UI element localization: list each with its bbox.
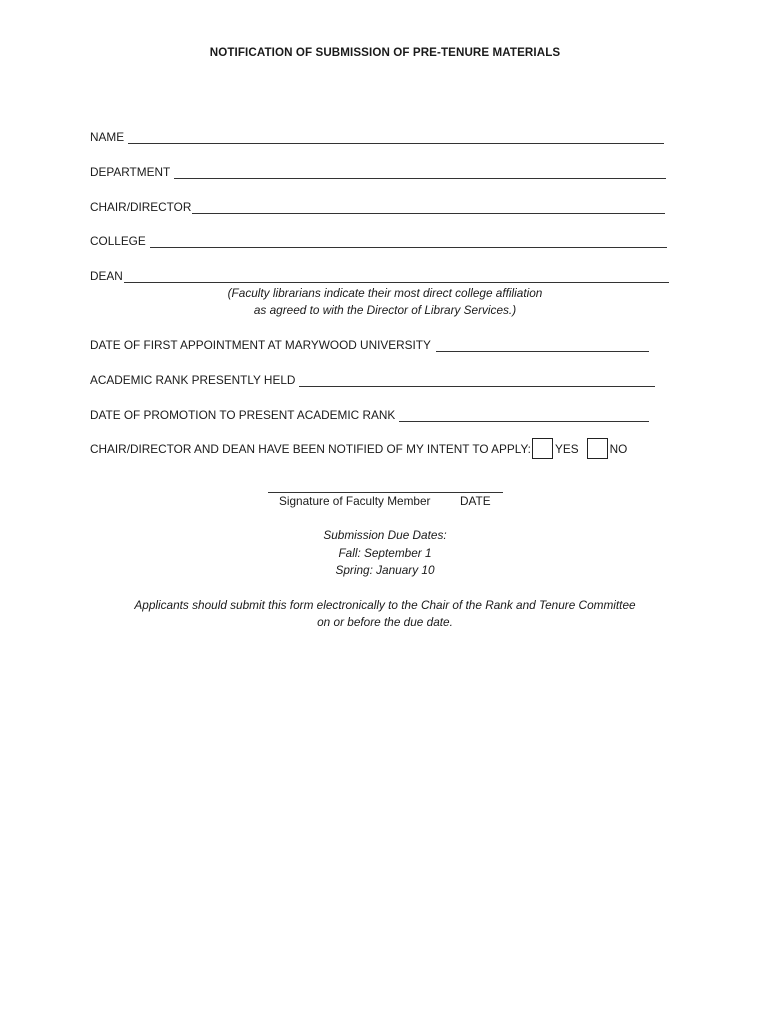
chair-director-field-row	[90, 198, 665, 214]
due-dates-heading: Submission Due Dates:	[323, 528, 447, 542]
academic-rank-input-line[interactable]	[299, 374, 655, 387]
college-input-line[interactable]	[150, 235, 667, 248]
academic-rank-label: ACADEMIC RANK PRESENTLY HELD	[90, 373, 296, 387]
signature-line[interactable]	[268, 492, 503, 493]
promotion-date-label: DATE OF PROMOTION TO PRESENT ACADEMIC RANK	[90, 408, 396, 422]
department-field-row	[90, 163, 666, 179]
signature-caption: Signature of Faculty Member	[279, 494, 431, 508]
form-title: NOTIFICATION OF SUBMISSION OF PRE-TENURE MATERIALS	[209, 46, 561, 59]
name-input-line[interactable]	[128, 131, 664, 144]
instructions-line-1: Applicants should submit this form electronically to the Chair of the Rank and Tenure Committee	[134, 598, 636, 612]
dean-note-line-1: (Faculty librarians indicate their most direct college affiliation	[227, 286, 543, 300]
yes-checkbox[interactable]	[532, 438, 553, 459]
name-label: NAME	[90, 130, 125, 144]
department-input-line[interactable]	[174, 166, 666, 179]
notified-question-label: CHAIR/DIRECTOR AND DEAN HAVE BEEN NOTIFIED OF MY INTENT TO APPLY:	[90, 442, 531, 456]
dean-label: DEAN	[90, 269, 123, 283]
first-appointment-field-row	[90, 336, 649, 352]
college-label: COLLEGE	[90, 234, 146, 248]
dean-note-line-2: as agreed to with the Director of Library Services.)	[253, 303, 517, 317]
chair-director-input-line[interactable]	[192, 201, 665, 214]
due-date-fall: Fall: September 1	[338, 546, 432, 560]
due-date-spring: Spring: January 10	[335, 563, 435, 577]
department-label: DEPARTMENT	[90, 165, 171, 179]
yes-label: YES	[554, 442, 579, 456]
no-checkbox[interactable]	[587, 438, 608, 459]
dean-field-row	[90, 267, 669, 283]
notified-field-row	[90, 440, 627, 456]
first-appointment-label: DATE OF FIRST APPOINTMENT AT MARYWOOD UNIVERSITY	[90, 338, 431, 352]
chair-director-label: CHAIR/DIRECTOR	[90, 200, 192, 214]
first-appointment-input-line[interactable]	[436, 339, 649, 352]
signature-date-label: DATE	[460, 494, 491, 508]
promotion-date-input-line[interactable]	[399, 409, 649, 422]
instructions-line-2: on or before the due date.	[317, 615, 453, 629]
promotion-date-field-row	[90, 406, 649, 422]
name-field-row	[90, 128, 664, 144]
academic-rank-field-row	[90, 371, 655, 387]
dean-input-line[interactable]	[124, 270, 669, 283]
no-label: NO	[609, 442, 628, 456]
college-field-row	[90, 232, 667, 248]
